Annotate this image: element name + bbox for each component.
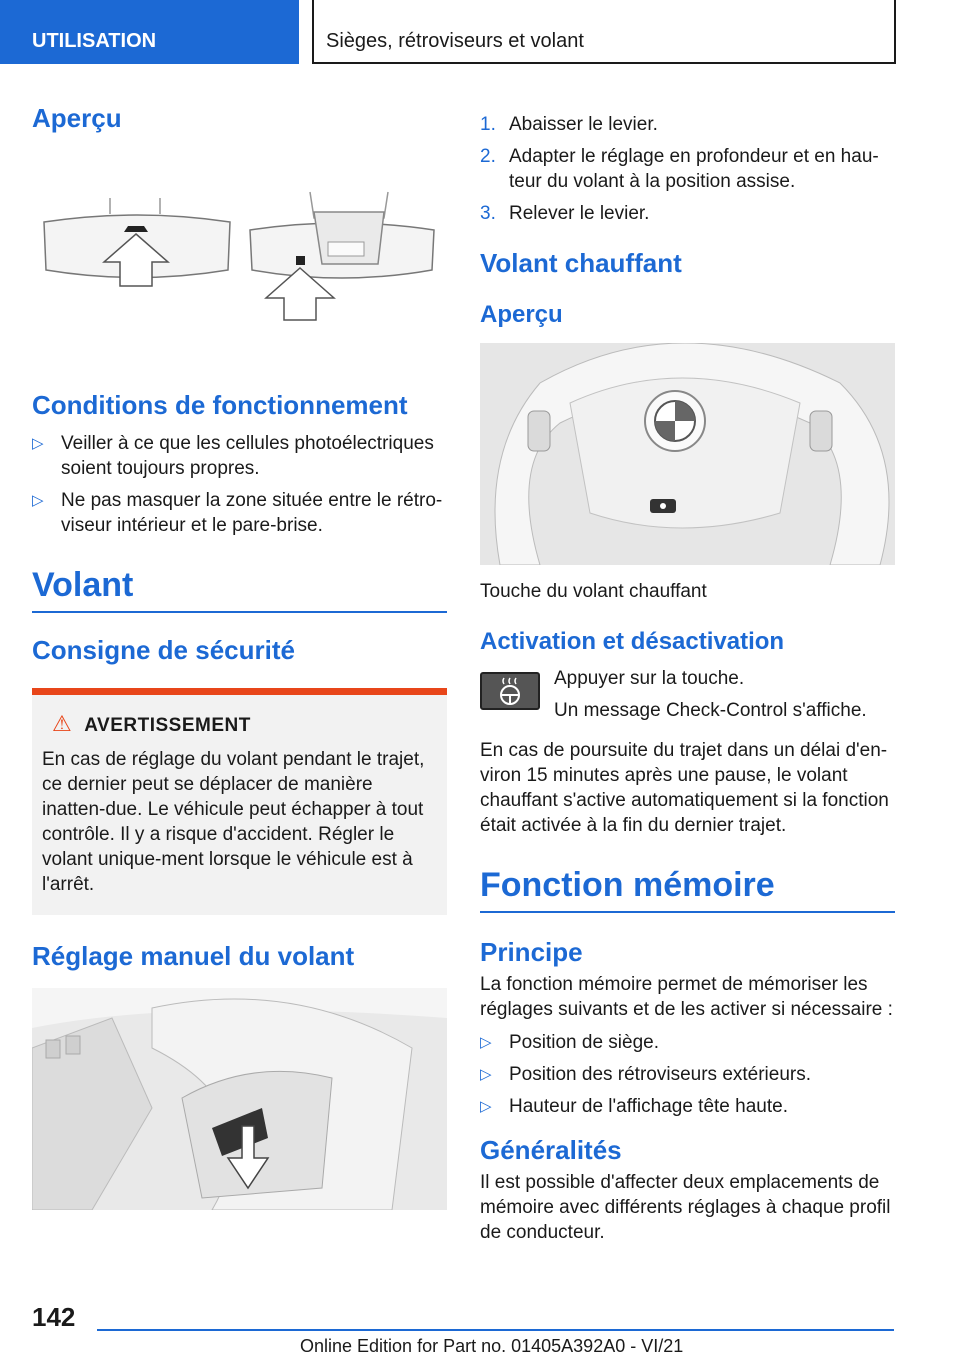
warning-triangle-icon: ⚠ bbox=[52, 711, 73, 736]
reglage-heading: Réglage manuel du volant bbox=[32, 941, 355, 971]
page-number: 142 bbox=[32, 1302, 76, 1332]
page-header bbox=[0, 0, 960, 66]
list-item: ▷ Position des rétroviseurs extérieurs. bbox=[480, 1064, 812, 1085]
list-item: ▷ Position de siège. bbox=[480, 1032, 659, 1053]
conditions-list bbox=[32, 431, 447, 538]
generalites-heading: Généralités bbox=[480, 1135, 622, 1165]
triangle-right-icon: ▷ bbox=[480, 1098, 492, 1115]
steering-wheel-illustration bbox=[480, 343, 895, 565]
list-item: 3. Relever le levier. bbox=[480, 203, 650, 224]
warning-title: AVERTISSEMENT bbox=[84, 715, 251, 736]
activation-block bbox=[480, 670, 895, 728]
list-item: ▷ Ne pas masquer la zone située entre le rétro-viseur intérieur et le pare-brise. bbox=[32, 490, 443, 536]
warning-text: En cas de réglage du volant pendant le trajet, ce dernier peut se déplacer de manière inatten-due. Le véhicule peut échapper à tout contrôle. Il y a risque d'accident. Régler le volant unique-ment lorsque le véhicule est à l'arrêt. bbox=[42, 749, 425, 895]
volant-heading: Volant bbox=[32, 566, 447, 613]
steps-list bbox=[480, 112, 895, 226]
mirror-figure bbox=[32, 190, 447, 360]
securite-heading: Consigne de sécurité bbox=[32, 635, 295, 665]
triangle-right-icon: ▷ bbox=[480, 1034, 492, 1051]
warning-box bbox=[32, 688, 447, 915]
activation-heading: Activation et désactivation bbox=[480, 628, 785, 655]
principe-list bbox=[480, 1030, 895, 1119]
steering-lever-figure bbox=[32, 988, 447, 1210]
mirror-illustration bbox=[32, 190, 447, 360]
steering-wheel-figure bbox=[480, 343, 895, 565]
triangle-right-icon: ▷ bbox=[480, 1066, 492, 1083]
list-item: ▷ Veiller à ce que les cellules photoélectriques soient toujours propres. bbox=[32, 433, 434, 479]
heated-steering-wheel-icon bbox=[480, 672, 540, 710]
chauffant-apercu-heading: Aperçu bbox=[480, 301, 563, 328]
triangle-right-icon: ▷ bbox=[32, 492, 44, 509]
activation-line-1: Appuyer sur la touche. bbox=[554, 668, 745, 689]
steering-lever-illustration bbox=[32, 988, 447, 1210]
left-column bbox=[32, 100, 447, 1210]
chapter-title: Sièges, rétroviseurs et volant bbox=[312, 0, 896, 64]
conditions-heading: Conditions de fonctionnement bbox=[32, 390, 408, 420]
triangle-right-icon: ▷ bbox=[32, 435, 44, 452]
right-column bbox=[480, 100, 895, 1245]
activation-line-2: Un message Check-Control s'affiche. bbox=[554, 700, 867, 721]
memoire-heading: Fonction mémoire bbox=[480, 866, 895, 913]
list-item: 1. Abaisser le levier. bbox=[480, 114, 658, 135]
principe-heading: Principe bbox=[480, 937, 583, 967]
list-item: 2. Adapter le réglage en profondeur et en hau-teur du volant à la position assise. bbox=[480, 146, 879, 192]
chauffant-heading: Volant chauffant bbox=[480, 248, 682, 278]
generalites-paragraph: Il est possible d'affecter deux emplacements de mémoire avec différents réglages à chaque profil de conducteur. bbox=[480, 1172, 891, 1243]
section-tab: UTILISATION bbox=[0, 0, 299, 64]
apercu-heading: Aperçu bbox=[32, 103, 122, 133]
figure-caption: Touche du volant chauffant bbox=[480, 581, 707, 602]
edition-note: Online Edition for Part no. 01405A392A0 - VI/21 bbox=[300, 1336, 684, 1356]
footer-divider bbox=[97, 1329, 894, 1331]
principe-paragraph: La fonction mémoire permet de mémoriser les réglages suivants et de les activer si nécessaire : bbox=[480, 974, 893, 1020]
list-item: ▷ Hauteur de l'affichage tête haute. bbox=[480, 1096, 788, 1117]
activation-paragraph: En cas de poursuite du trajet dans un délai d'en-viron 15 minutes après une pause, le volant chauffant s'active automatiquement si la fonction était activée à la fin du dernier trajet. bbox=[480, 740, 889, 836]
